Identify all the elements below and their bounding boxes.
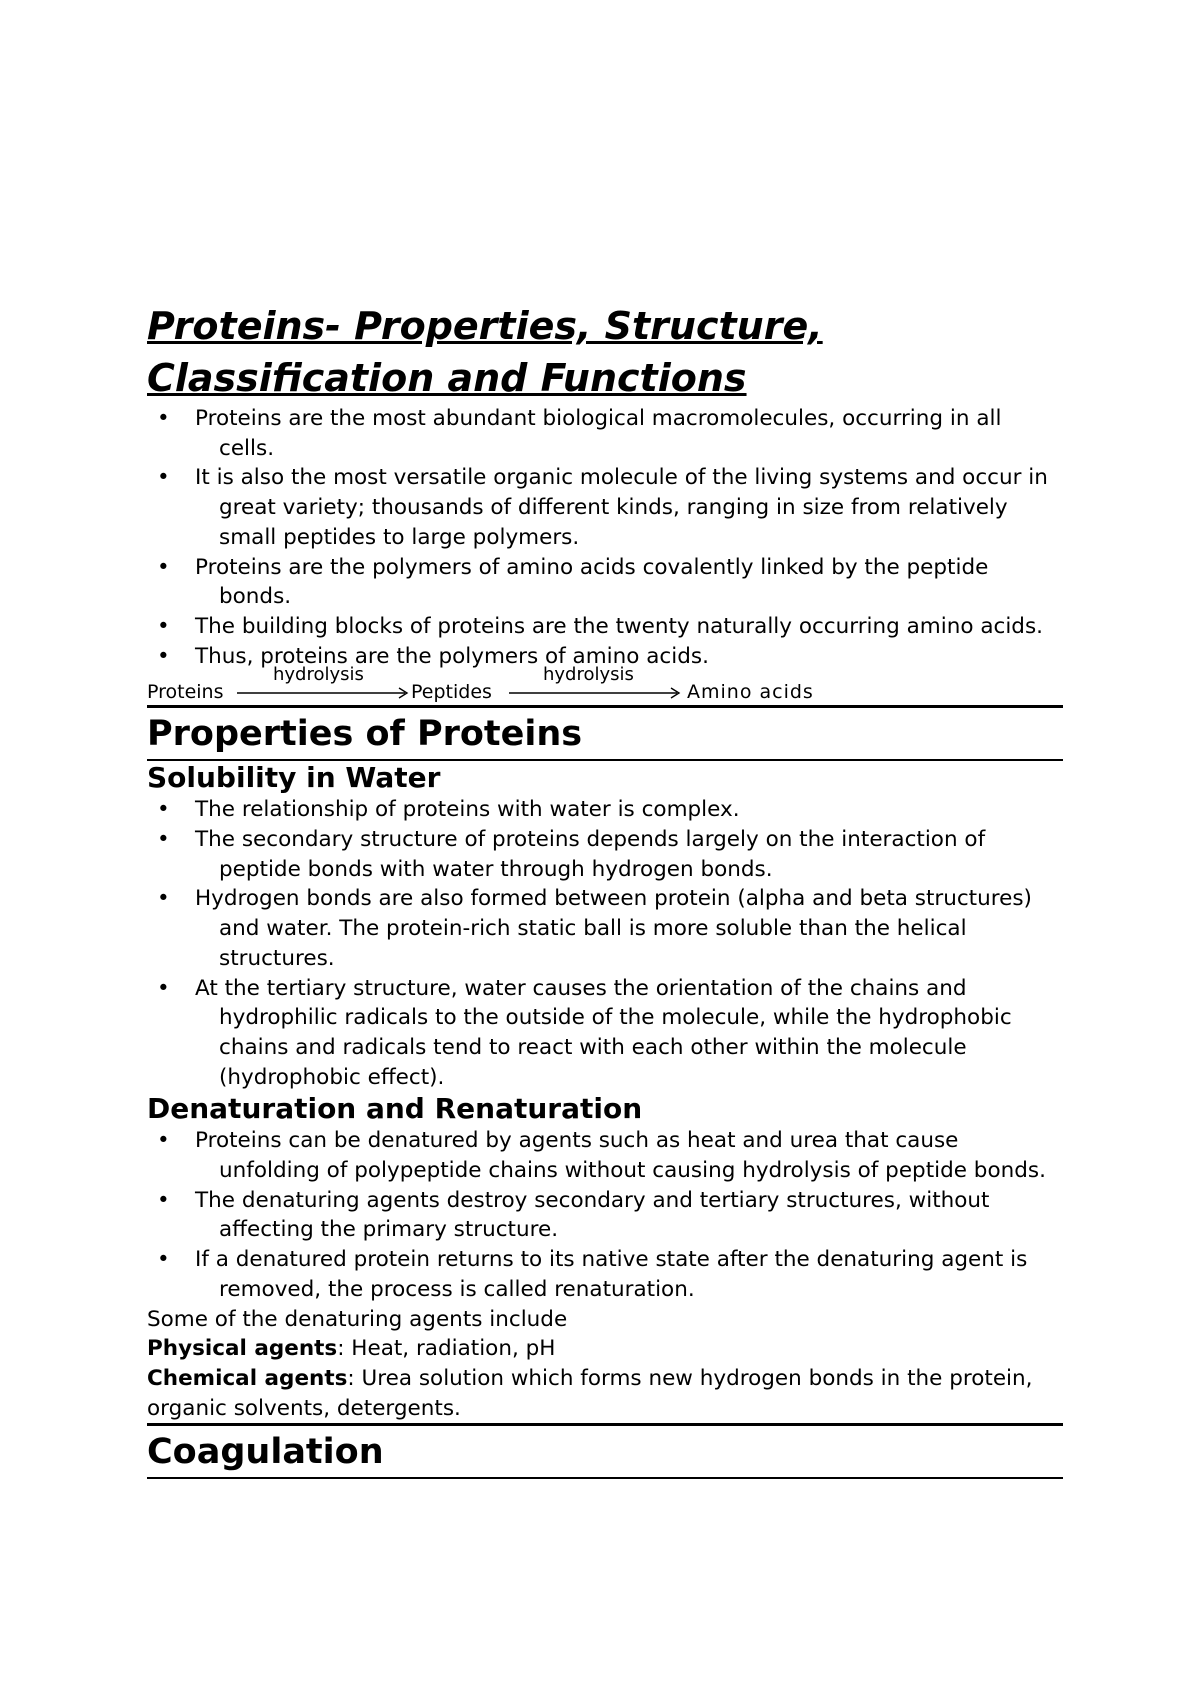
- bullet-icon: •: [157, 827, 170, 853]
- list-item: • Proteins are the polymers of amino acids covalently linked by the peptide bonds.: [157, 554, 989, 610]
- list-item: • Proteins can be denatured by agents such as heat and urea that cause unfolding of polypeptide chains without causing hydrolysis of peptide bonds.: [157, 1128, 1046, 1184]
- list-item: • If a denatured protein returns to its native state after the denaturing agent is removed, the process is called renaturation.: [157, 1247, 1028, 1302]
- section-heading-coagulation: Coagulation: [147, 1423, 1063, 1479]
- list-item: • Thus, proteins are the polymers of amino acids.: [147, 642, 1063, 672]
- physical-agents-text: : Heat, radiation, pH: [337, 1336, 556, 1362]
- section-heading-properties: Properties of Proteins: [147, 705, 1063, 761]
- bullet-icon: •: [157, 797, 170, 823]
- intro-list: [147, 404, 1063, 671]
- denaturation-list: [147, 1126, 1063, 1304]
- bullet-icon: •: [157, 1128, 170, 1154]
- bullet-icon: •: [157, 975, 170, 1001]
- bullet-icon: •: [157, 1247, 170, 1273]
- bullet-icon: •: [157, 554, 170, 580]
- bullet-icon: •: [157, 465, 170, 491]
- reaction-reactant: Proteins: [147, 681, 224, 704]
- agents-intro: Some of the denaturing agents include: [147, 1306, 568, 1332]
- bullet-icon: •: [157, 886, 170, 912]
- bullet-icon: •: [157, 406, 170, 431]
- list-item: • The relationship of proteins with water is complex.: [147, 795, 1063, 825]
- list-item: • The denaturing agents destroy secondary and tertiary structures, without affecting the primary structure.: [157, 1187, 990, 1243]
- solubility-list: [147, 795, 1063, 1092]
- chemical-agents-text: : Urea solution which forms new hydrogen bonds in the protein, organic solvents, detergents.: [147, 1365, 1033, 1421]
- list-item: • Hydrogen bonds are also formed between protein (alpha and beta structures) and water. The protein-rich static ball is more soluble than the helical structures.: [157, 886, 1032, 971]
- document-page: [147, 300, 1063, 1479]
- physical-agents: [147, 1334, 1063, 1364]
- bullet-icon: •: [157, 643, 170, 669]
- document-title: Proteins- Properties, Structure, Classification and Functions: [147, 304, 823, 400]
- reaction-arrow1-icon: [237, 685, 413, 701]
- bullet-icon: •: [157, 613, 170, 639]
- subheading-denaturation: Denaturation and Renaturation: [147, 1092, 643, 1126]
- list-item: • The building blocks of proteins are the twenty naturally occurring amino acids.: [147, 612, 1063, 642]
- chemical-agents: [147, 1364, 1063, 1423]
- list-item: • It is also the most versatile organic molecule of the living systems and occur in great variety; thousands of different kinds, ranging in size from relatively small peptides to large polymers.: [157, 465, 1048, 550]
- reaction-intermediate: Peptides: [411, 681, 492, 704]
- reaction-arrow2-label: hydrolysis: [543, 664, 634, 686]
- bullet-icon: •: [157, 1187, 170, 1213]
- reaction-product: Amino acids: [687, 681, 814, 704]
- list-item: • Proteins are the most abundant biological macromolecules, occurring in all cells.: [157, 406, 1002, 461]
- list-item: • The secondary structure of proteins depends largely on the interaction of peptide bonds with water through hydrogen bonds.: [157, 827, 986, 882]
- hydrolysis-reaction: [147, 664, 1063, 705]
- list-item: • At the tertiary structure, water causes the orientation of the chains and hydrophilic radicals to the outside of the molecule, while the hydrophobic chains and radicals tend to react with each other within the molecule (hydrophobic effect).: [157, 975, 1012, 1090]
- reaction-arrow1-label: hydrolysis: [273, 664, 364, 686]
- subheading-solubility: Solubility in Water: [147, 761, 441, 795]
- chemical-agents-label: Chemical agents: [147, 1365, 348, 1391]
- physical-agents-label: Physical agents: [147, 1336, 338, 1362]
- reaction-arrow2-icon: [509, 685, 685, 701]
